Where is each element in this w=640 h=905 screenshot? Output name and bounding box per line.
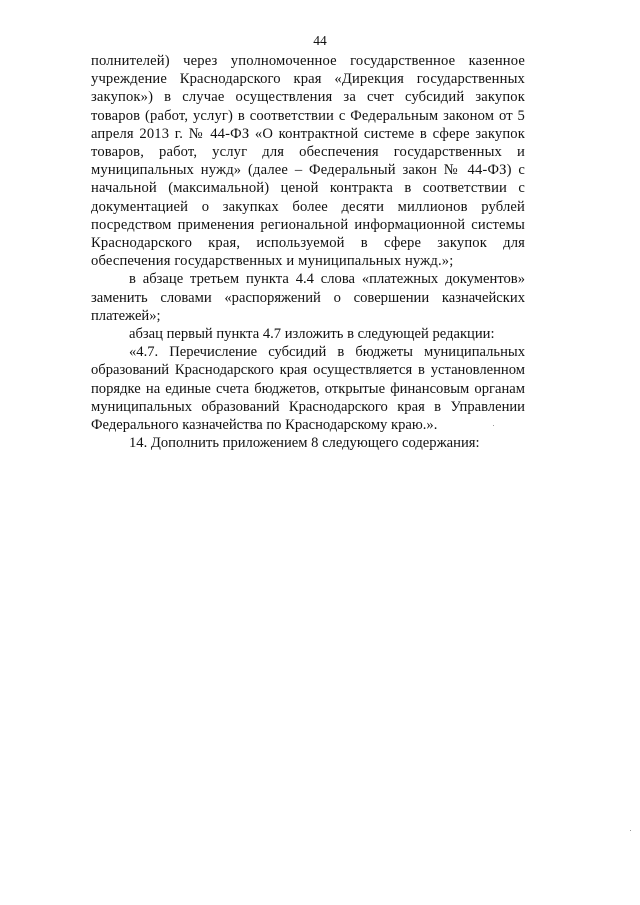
- scan-speck: [630, 830, 631, 831]
- page-number: 44: [313, 33, 327, 48]
- paragraph-amendment-4-7-text: «4.7. Перечисление субсидий в бюджеты муниципальных образований Краснодарского края осуществляется в установленном порядке на единые счета бюджетов, открытые финансовым органам муниципальных образований Краснодарского края в Управлении Федерального казначейства по Краснодарскому краю.».: [91, 344, 525, 434]
- scan-speck: [493, 425, 494, 426]
- paragraph-item-14: 14. Дополнить приложением 8 следующего содержания:: [129, 435, 480, 452]
- paragraph-continuation: полнителей) через уполномоченное государственное казенное учреждение Краснодарского края «Дирекция государственных закупок») в случае осуществления за счет субсидий закупок товаров (работ, услуг) в соответствии с Федеральным законом от 5 апреля 2013 г. № 44-ФЗ «О контрактной системе в сфере закупок товаров, работ, услуг для обеспечения государственных и муниципальных нужд» (далее – Федеральный закон № 44-ФЗ) с начальной (максимальной) ценой контракта в соответствии с документацией о закупках более десяти миллионов рублей посредством применения региональной информационной системы Краснодарского края, используемой в сфере закупок для обеспечения государственных и муниципальных нужд.»;: [91, 53, 525, 270]
- document-body: [91, 52, 525, 452]
- paragraph-amendment-4-4: в абзаце третьем пункта 4.4 слова «платежных документов» заменить словами «распоряжений о совершении казначейских платежей»;: [91, 271, 525, 324]
- paragraph-amendment-4-7-intro: абзац первый пункта 4.7 изложить в следующей редакции:: [129, 326, 495, 343]
